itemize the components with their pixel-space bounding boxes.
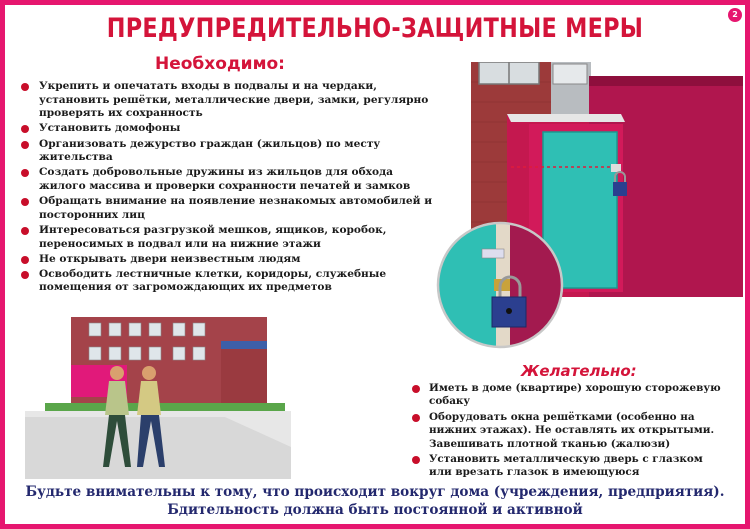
bullet-icon: [21, 256, 29, 264]
bullet-icon: [21, 198, 29, 206]
required-heading: Необходимо:: [155, 54, 285, 74]
list-item: Освободить лестничные клетки, коридоры, служебные помещения от загромождающих их предметов: [19, 268, 437, 295]
bullet-icon: [21, 227, 29, 235]
bullet-icon: [21, 141, 29, 149]
padlock-closeup-illustration: [436, 219, 564, 351]
list-item: Укрепить и опечатать входы в подвалы и на чердаки, установить решётки, металлические двери, замки, регулярно проверять их сохранность: [19, 80, 437, 121]
required-list: [19, 80, 437, 297]
bullet-icon: [21, 125, 29, 133]
list-item: Не открывать двери неизвестным людям: [19, 253, 437, 267]
bullet-icon: [21, 169, 29, 177]
list-item: Организовать дежурство граждан (жильцов) по месту жительства: [19, 138, 437, 165]
bullet-icon: [412, 385, 420, 393]
list-item: Интересоваться разгрузкой мешков, ящиков, коробок, переносимых в подвал или на нижние этажи: [19, 224, 437, 251]
bullet-icon: [412, 456, 420, 464]
page-number: 2: [728, 8, 742, 22]
footer: [5, 483, 745, 519]
footer-line-1: Будьте внимательны к тому, что происходит вокруг дома (учреждения, предприятия).: [25, 484, 725, 500]
bullet-icon: [412, 414, 420, 422]
desirable-list: [407, 382, 727, 482]
list-item: Создать добровольные дружины из жильцов для обхода жилого массива и проверки сохранности печатей и замков: [19, 166, 437, 193]
list-item: Оборудовать окна решётками (особенно на нижних этажах). Не оставлять их открытыми. Завешивать плотной тканью (жалюзи): [407, 411, 727, 451]
list-item: Установить металлическую дверь с глазком или врезать глазок в имеющуюся: [407, 453, 727, 480]
list-item: Установить домофоны: [19, 122, 437, 136]
list-item: Иметь в доме (квартире) хорошую сторожевую собаку: [407, 382, 727, 409]
bullet-icon: [21, 83, 29, 91]
page-title: ПРЕДУПРЕДИТЕЛЬНО-ЗАЩИТНЫЕ МЕРЫ: [106, 13, 644, 44]
list-item: Обращать внимание на появление незнакомых автомобилей и посторонних лиц: [19, 195, 437, 222]
patrol-illustration: [25, 307, 291, 479]
desirable-heading: Желательно:: [521, 362, 637, 380]
bullet-icon: [21, 271, 29, 279]
footer-line-2: Бдительность должна быть постоянной и активной: [167, 502, 583, 518]
